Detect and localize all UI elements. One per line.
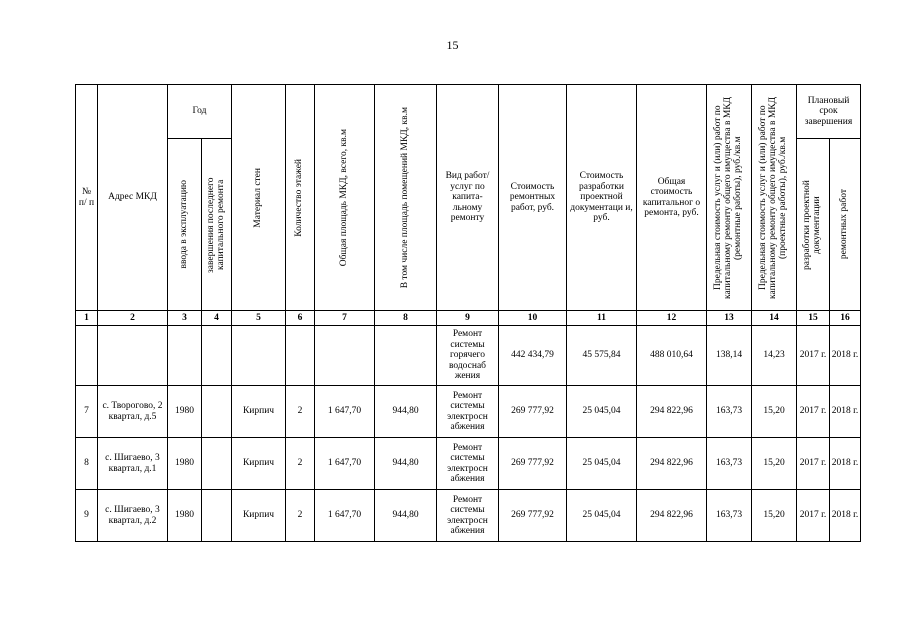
row-floors: 2 [286, 490, 315, 542]
header-limit-repair [707, 85, 752, 311]
col-num-10: 10 [499, 311, 567, 326]
row-material: Кирпич [232, 490, 286, 542]
row-floors: 2 [286, 438, 315, 490]
row-repair-cost: 269 777,92 [499, 490, 567, 542]
row-limit-repair: 163,73 [707, 386, 752, 438]
row-year-built: 1980 [168, 490, 202, 542]
header-limit-design [752, 85, 797, 311]
row-year-built: 1980 [168, 438, 202, 490]
page-number: 15 [446, 38, 459, 52]
col-num-8: 8 [375, 311, 437, 326]
row-year-repair [202, 438, 232, 490]
row-plan-repair: 2018 г. [830, 386, 861, 438]
header-year-commissioning [168, 139, 202, 311]
row-plan-design: 2017 г. [797, 326, 830, 386]
row-plan-repair: 2018 г. [830, 326, 861, 386]
header-premises-area-text: В том числе площадь помещений МКД, кв.м [399, 106, 410, 289]
header-floors-text: Количество этажей [294, 158, 305, 237]
row-repair-cost: 269 777,92 [499, 386, 567, 438]
row-year-repair [202, 326, 232, 386]
table-row [76, 490, 861, 542]
header-repair-cost: Стоимость ремонтных работ, руб. [499, 85, 567, 311]
header-total-area-text: Общая площадь МКД, всего, кв.м [338, 128, 349, 267]
col-num-9: 9 [437, 311, 499, 326]
row-year-built [168, 326, 202, 386]
header-planned-repair-text: ремонтных работ [839, 189, 850, 260]
table-row [76, 438, 861, 490]
row-total-area: 1 647,70 [315, 490, 375, 542]
col-num-16: 16 [830, 311, 861, 326]
row-work-type: Ремонт системы электросн абжения [437, 386, 499, 438]
row-premises-area: 944,80 [375, 386, 437, 438]
row-limit-repair: 163,73 [707, 438, 752, 490]
header-planned-group: Плановый срок завершения [797, 85, 861, 139]
header-planned-repair [830, 139, 861, 311]
header-year-commissioning-text: ввода в эксплуатацию [178, 180, 189, 269]
row-limit-design: 15,20 [752, 438, 797, 490]
row-material: Кирпич [232, 438, 286, 490]
header-total-cost: Общая стоимость капитальног о ремонта, руб. [637, 85, 707, 311]
row-address: с. Шигаево, 3 квартал, д.1 [98, 438, 168, 490]
row-total-cost: 294 822,96 [637, 438, 707, 490]
col-num-14: 14 [752, 311, 797, 326]
col-num-1: 1 [76, 311, 98, 326]
row-design-cost: 25 045,04 [567, 490, 637, 542]
col-num-13: 13 [707, 311, 752, 326]
row-total-cost: 294 822,96 [637, 386, 707, 438]
header-work-type: Вид работ/ услуг по капита-льному ремонту [437, 85, 499, 311]
row-repair-cost: 442 434,79 [499, 326, 567, 386]
row-plan-design: 2017 г. [797, 490, 830, 542]
col-num-5: 5 [232, 311, 286, 326]
header-wall-material [232, 85, 286, 311]
column-numbers-row [76, 311, 861, 326]
row-limit-repair: 138,14 [707, 326, 752, 386]
row-floors: 2 [286, 386, 315, 438]
row-total-cost: 294 822,96 [637, 490, 707, 542]
row-work-type: Ремонт системы электросн абжения [437, 438, 499, 490]
row-limit-repair: 163,73 [707, 490, 752, 542]
row-limit-design: 15,20 [752, 386, 797, 438]
header-year-last-repair-text: завершения последнего капитального ремонта [205, 176, 226, 273]
row-work-type: Ремонт системы электросн абжения [437, 490, 499, 542]
row-limit-design: 15,20 [752, 490, 797, 542]
row-num [76, 326, 98, 386]
col-num-7: 7 [315, 311, 375, 326]
row-material: Кирпич [232, 386, 286, 438]
row-design-cost: 45 575,84 [567, 326, 637, 386]
col-num-11: 11 [567, 311, 637, 326]
header-limit-design-text: Предельная стоимость услуг и (или) работ по капитальному ремонту общего имущества в МКД (проектные работы), руб./кв.м [758, 96, 788, 299]
row-address: с. Шигаево, 3 квартал, д.2 [98, 490, 168, 542]
header-total-area [315, 85, 375, 311]
repair-plan-table [75, 84, 861, 542]
header-address: Адрес МКД [98, 85, 168, 311]
row-premises-area [375, 326, 437, 386]
header-design-cost: Стоимость разработки проектной документаци и, руб. [567, 85, 637, 311]
header-num: № п/ п [76, 85, 98, 311]
row-year-repair [202, 386, 232, 438]
row-plan-design: 2017 г. [797, 438, 830, 490]
header-wall-material-text: Материал стен [252, 167, 263, 228]
header-floors [286, 85, 315, 311]
row-design-cost: 25 045,04 [567, 438, 637, 490]
row-total-area: 1 647,70 [315, 386, 375, 438]
row-year-built: 1980 [168, 386, 202, 438]
row-repair-cost: 269 777,92 [499, 438, 567, 490]
header-planned-design [797, 139, 830, 311]
row-design-cost: 25 045,04 [567, 386, 637, 438]
table-row [76, 326, 861, 386]
row-plan-repair: 2018 г. [830, 438, 861, 490]
header-row-top [76, 85, 861, 139]
row-plan-design: 2017 г. [797, 386, 830, 438]
row-premises-area: 944,80 [375, 438, 437, 490]
col-num-15: 15 [797, 311, 830, 326]
header-year-last-repair [202, 139, 232, 311]
row-floors [286, 326, 315, 386]
row-total-area: 1 647,70 [315, 438, 375, 490]
row-limit-design: 14,23 [752, 326, 797, 386]
table-row [76, 386, 861, 438]
header-year-group: Год [168, 85, 232, 139]
col-num-2: 2 [98, 311, 168, 326]
row-num: 9 [76, 490, 98, 542]
col-num-12: 12 [637, 311, 707, 326]
col-num-6: 6 [286, 311, 315, 326]
col-num-3: 3 [168, 311, 202, 326]
row-premises-area: 944,80 [375, 490, 437, 542]
row-num: 8 [76, 438, 98, 490]
header-premises-area [375, 85, 437, 311]
row-material [232, 326, 286, 386]
row-address: с. Творогово, 2 квартал, д.5 [98, 386, 168, 438]
row-work-type: Ремонт системы горячего водоснаб жения [437, 326, 499, 386]
col-num-4: 4 [202, 311, 232, 326]
row-total-cost: 488 010,64 [637, 326, 707, 386]
row-plan-repair: 2018 г. [830, 490, 861, 542]
row-total-area [315, 326, 375, 386]
header-planned-design-text: разработки проектной документации [802, 179, 822, 270]
header-limit-repair-text: Предельная стоимость услуг и (или) работ по капитальному ремонту общего имущества в МКД (ремонтные работы), руб./кв.м [713, 96, 743, 299]
row-address [98, 326, 168, 386]
row-num: 7 [76, 386, 98, 438]
row-year-repair [202, 490, 232, 542]
